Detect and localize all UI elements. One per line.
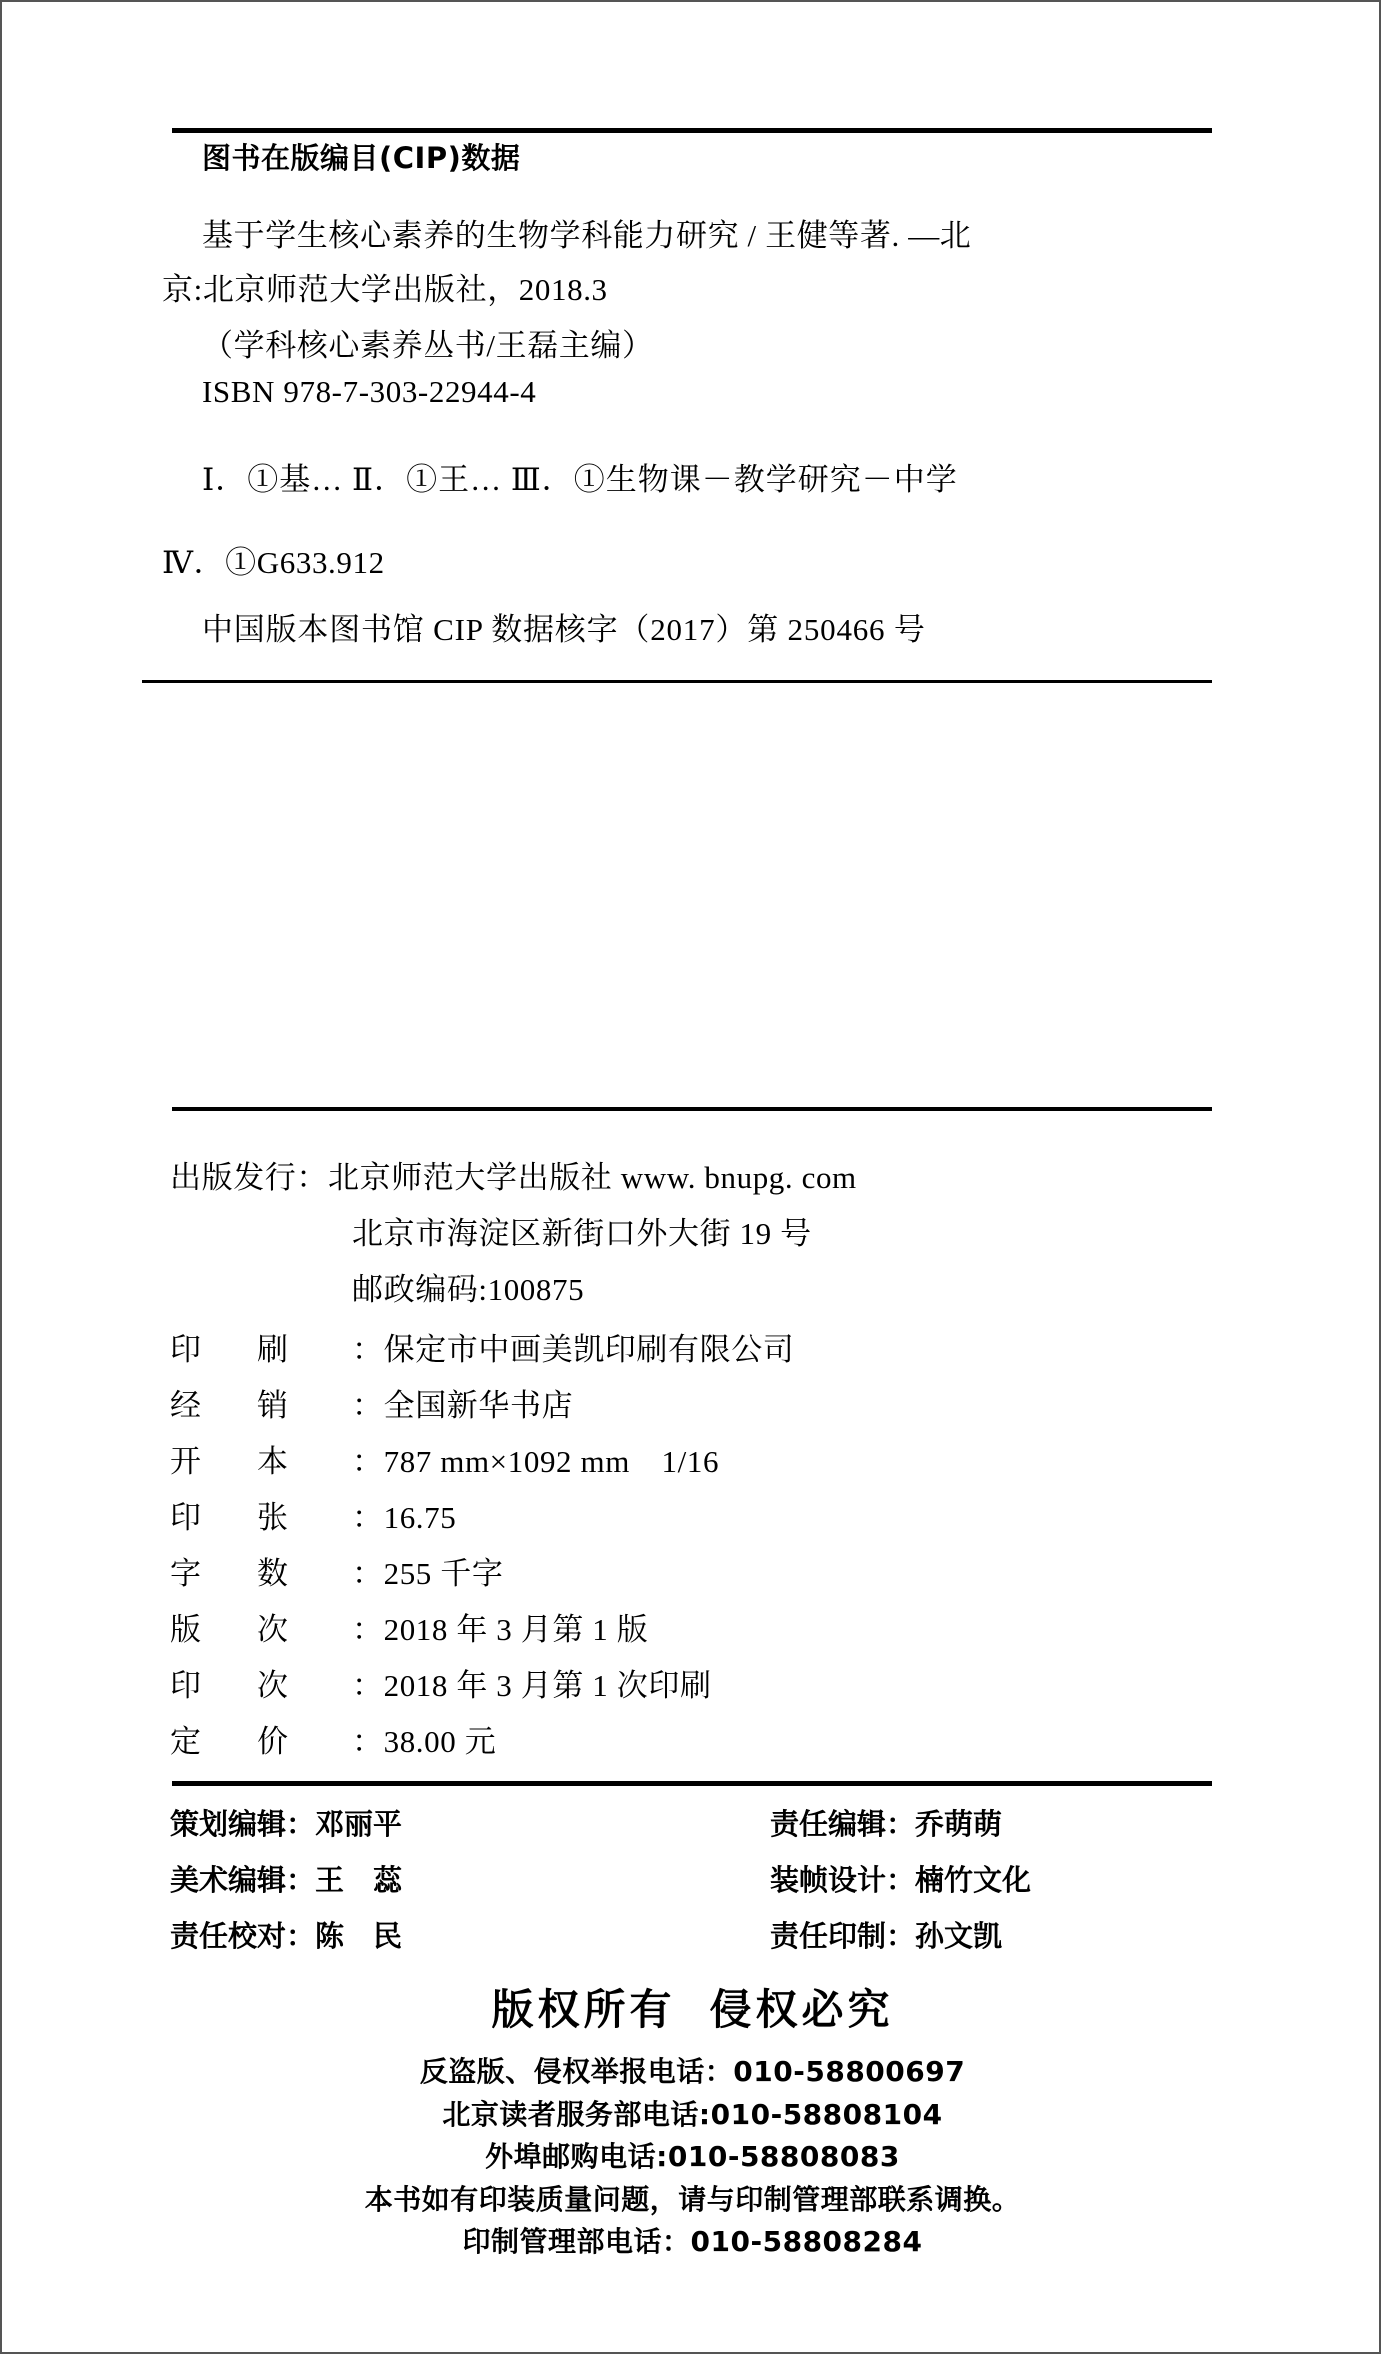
detail-label: 开本 — [170, 1444, 344, 1479]
credits-top-rule — [172, 1781, 1212, 1786]
credit-row — [170, 1914, 1215, 1955]
credit-row — [170, 1858, 1215, 1899]
detail-label: 字数 — [170, 1556, 344, 1591]
detail-row — [170, 1604, 1070, 1649]
detail-label: 经销 — [170, 1388, 344, 1423]
credit-row — [170, 1802, 1215, 1843]
publisher-postcode: 邮政编码:100875 — [352, 1272, 585, 1307]
publisher-address: 北京市海淀区新街口外大街 19 号 — [352, 1216, 812, 1251]
print-management-phone: 印制管理部电话：010-58808284 — [462, 2225, 923, 2259]
cip-top-rule — [172, 128, 1212, 133]
detail-label: 印次 — [170, 1668, 344, 1703]
detail-row — [170, 1324, 1070, 1369]
credit-right: 装帧设计：楠竹文化 — [770, 1863, 1032, 1897]
cip-isbn: ISBN 978-7-303-22944-4 — [202, 374, 537, 409]
detail-row — [170, 1660, 1070, 1705]
detail-label: 印刷 — [170, 1332, 344, 1367]
detail-row — [170, 1548, 1070, 1593]
copyright-notice-title-a: 版权所有 — [491, 1985, 676, 2034]
detail-row — [170, 1436, 1070, 1481]
detail-value: ：2018 年 3 月第 1 次印刷 — [352, 1668, 712, 1703]
copyright-notice-title-b: 侵权必究 — [709, 1985, 894, 2034]
copyright-notice — [2, 1977, 1381, 2264]
cip-bottom-rule — [142, 680, 1212, 683]
antipiracy-hotline: 反盗版、侵权举报电话：010-58800697 — [419, 2055, 966, 2088]
credit-left: 策划编辑：邓丽平 — [170, 1807, 403, 1841]
detail-value: ：全国新华书店 — [352, 1388, 574, 1423]
mail-order-phone: 外埠邮购电话:010-58808083 — [485, 2140, 900, 2174]
cip-classification-line-1: Ⅰ．①基… Ⅱ．①王… Ⅲ．①生物课－教学研究－中学 — [202, 462, 958, 497]
detail-value: ：保定市中画美凯印刷有限公司 — [352, 1332, 795, 1367]
cip-heading: 图书在版编目(CIP)数据 — [202, 141, 521, 175]
detail-row — [170, 1716, 1070, 1761]
detail-label: 印张 — [170, 1500, 344, 1535]
detail-label: 版次 — [170, 1612, 344, 1647]
detail-value: ：2018 年 3 月第 1 版 — [352, 1612, 649, 1647]
credit-left: 责任校对：陈 民 — [170, 1919, 403, 1953]
detail-row — [170, 1492, 1070, 1537]
cip-series-line: （学科核心素养丛书/王磊主编） — [202, 328, 654, 363]
detail-row — [170, 1380, 1070, 1425]
detail-value: ：787 mm×1092 mm 1/16 — [352, 1444, 720, 1479]
detail-label: 定价 — [170, 1724, 344, 1759]
detail-value: ：38.00 元 — [352, 1724, 497, 1759]
detail-value: ：16.75 — [352, 1500, 457, 1535]
credit-right: 责任印制：孙文凯 — [770, 1919, 1003, 1953]
publisher-line: 出版发行：北京师范大学出版社 www. bnupg. com — [170, 1160, 857, 1195]
detail-value: ：255 千字 — [352, 1556, 504, 1591]
cip-registration-number: 中国版本图书馆 CIP 数据核字（2017）第 250466 号 — [202, 612, 926, 647]
credit-right: 责任编辑：乔萌萌 — [770, 1807, 1003, 1841]
beijing-reader-service-phone: 北京读者服务部电话:010-58808104 — [442, 2097, 943, 2131]
credit-left: 美术编辑：王 蕊 — [170, 1863, 403, 1897]
imprint-top-rule — [172, 1107, 1212, 1111]
cip-title-line: 基于学生核心素养的生物学科能力研究 / 王健等著. —北 — [202, 218, 972, 253]
copyright-notice-title — [2, 1977, 1381, 2037]
quality-exchange-note: 本书如有印装质量问题，请与印制管理部联系调换。 — [364, 2182, 1021, 2216]
cip-classification-line-2: Ⅳ．①G633.912 — [162, 545, 385, 580]
cip-title-line-continued: 京:北京师范大学出版社，2018.3 — [162, 272, 608, 307]
